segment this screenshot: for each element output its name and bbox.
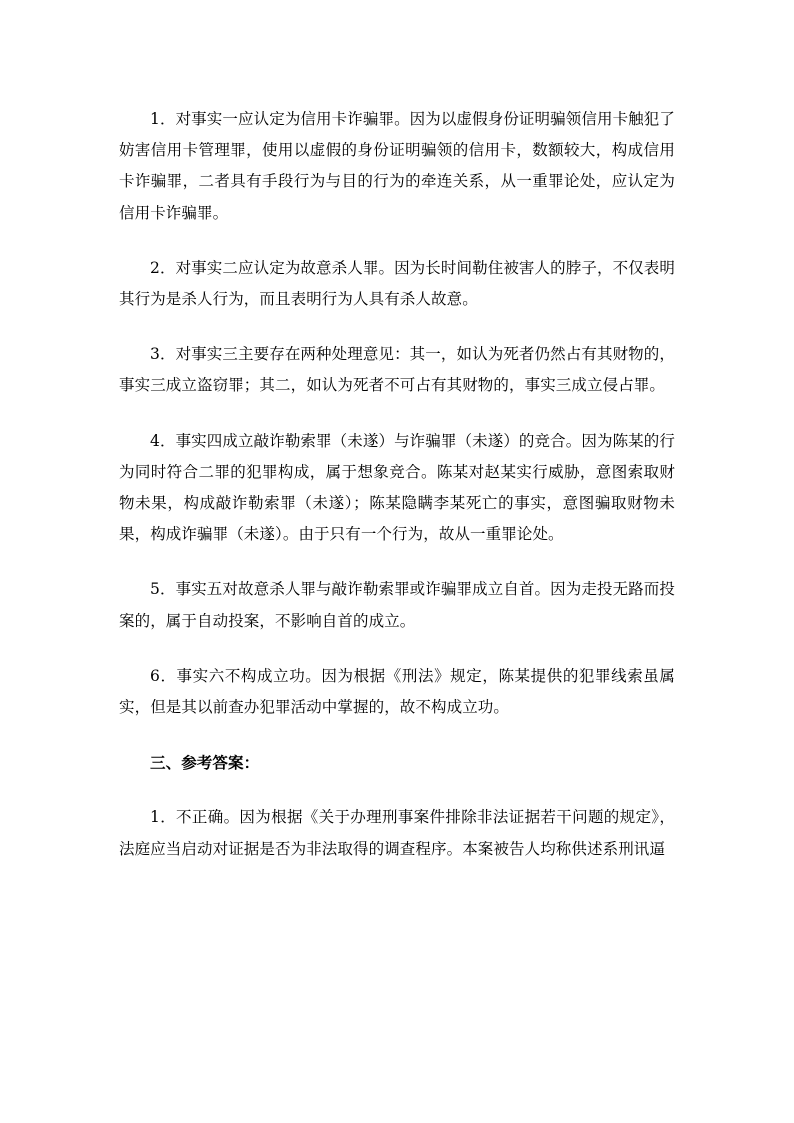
paragraph-fact-1: 1．对事实一应认定为信用卡诈骗罪。因为以虚假身份证明骗领信用卡触犯了妨害信用卡管理罪，使用以虚假的身份证明骗领的信用卡，数额较大，构成信用卡诈骗罪，二者具有手段行为与目的行为的牵连关系，从一重罪论处，应认定为信用卡诈骗罪。 [119,110,675,222]
paragraph-fact-3: 3．对事实三主要存在两种处理意见：其一，如认为死者仍然占有其财物的，事实三成立盗窃罪；其二，如认为死者不可占有其财物的，事实三成立侵占罪。 [119,345,675,395]
paragraph-fact-4: 4．事实四成立敲诈勒索罪（未遂）与诈骗罪（未遂）的竞合。因为陈某的行为同时符合二罪的犯罪构成，属于想象竞合。陈某对赵某实行威胁，意图索取财物未果，构成敲诈勒索罪（未遂）；陈某隐瞒李某死亡的事实，意图骗取财物未果，构成诈骗罪（未遂）。由于只有一个行为，故从一重罪论处。 [119,431,675,544]
document-body [119,104,675,889]
section-heading-reference-answer: 三、参考答案： [150,753,260,773]
paragraph-fact-6: 6．事实六不构成立功。因为根据《刑法》规定，陈某提供的犯罪线索虽属实，但是其以前查办犯罪活动中掌握的，故不构成立功。 [119,666,675,717]
paragraph-fact-2: 2．对事实二应认定为故意杀人罪。因为长时间勒住被害人的脖子，不仅表明其行为是杀人行为，而且表明行为人具有杀人故意。 [119,258,675,309]
paragraph-answer-1: 1．不正确。因为根据《关于办理刑事案件排除非法证据若干问题的规定》，法庭应当启动对证据是否为非法取得的调查程序。本案被告人均称供述系刑讯逼 [119,808,675,858]
paragraph-fact-5: 5．事实五对故意杀人罪与敲诈勒索罪或诈骗罪成立自首。因为走投无路而投案的，属于自动投案，不影响自首的成立。 [119,580,675,630]
